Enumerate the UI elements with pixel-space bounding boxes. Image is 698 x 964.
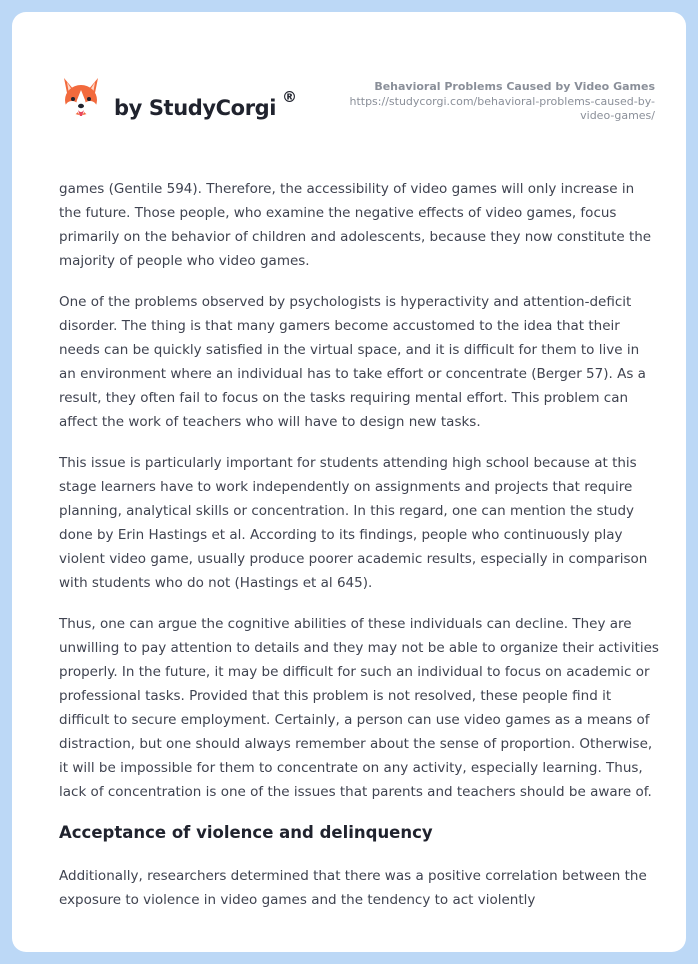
document-meta xyxy=(325,79,655,123)
paragraph: This issue is particularly important for students attending high school because at this stage learners have to work independently on assignments and projects that require planning, analytical skills or concentration. In this regard, one can mention the study done by Erin Hastings et al. According to its findings, people who continuously play violent video game, usually produce poorer academic results, especially in comparison with students who do not (Hastings et al 645). xyxy=(59,455,648,591)
paragraph: Thus, one can argue the cognitive abilities of these individuals can decline. They are unwilling to pay attention to details and they may not be able to organize their activities properly. In the future, it may be difficult for such an individual to focus on academic or professional tasks. Provided that this problem is not resolved, these people find it difficult to secure employment. Certainly, a person can use video games as a means of distraction, but one should always remember about the sense of proportion. Otherwise, it will be impossible for them to concentrate on any activity, especially learning. Thus, lack of concentration is one of the issues that parents and teachers should be aware of. xyxy=(59,616,659,800)
paragraph: One of the problems observed by psychologists is hyperactivity and attention-deficit disorder. The thing is that many gamers become accustomed to the idea that their needs can be quickly satisfied in the virtual space, and it is difficult for them to live in an environment where an individual has to take effort or concentrate (Berger 57). As a result, they often fail to focus on the tasks requiring mental effort. This problem can affect the work of teachers who will have to design new tasks. xyxy=(59,294,646,430)
corgi-icon xyxy=(60,76,102,122)
document-page xyxy=(12,12,686,952)
page-header xyxy=(12,12,686,152)
brand-name: by StudyCorgi xyxy=(114,96,277,120)
registered-mark: ® xyxy=(282,88,297,106)
section-heading: Acceptance of violence and delinquency xyxy=(59,823,433,842)
studycorgi-logo[interactable] xyxy=(60,76,302,126)
paragraph: games (Gentile 594). Therefore, the accessibility of video games will only increase in the future. Those people, who examine the negative effects of video games, focus primarily on the behavior of children and adolescents, because they now constitute the majority of people who video games. xyxy=(59,181,652,269)
document-url[interactable]: https://studycorgi.com/behavioral-problems-caused-by-video-games/ xyxy=(349,95,655,122)
article-body xyxy=(59,177,659,929)
paragraph: Additionally, researchers determined that there was a positive correlation between the exposure to violence in video games and the tendency to act violently xyxy=(59,868,647,908)
document-title: Behavioral Problems Caused by Video Games xyxy=(374,80,655,93)
